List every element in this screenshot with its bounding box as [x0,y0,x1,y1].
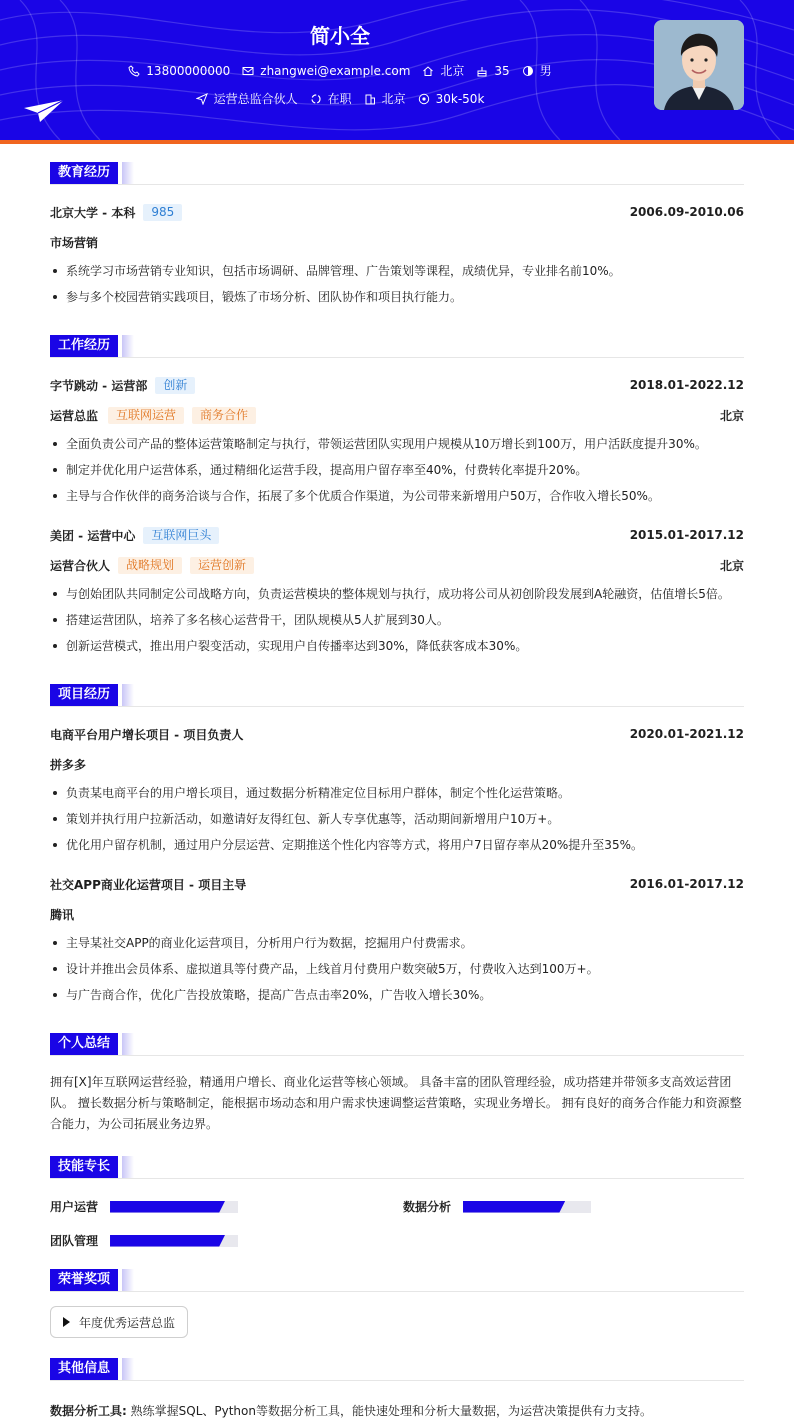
project-org-row [50,905,744,923]
award-item[interactable] [50,1306,188,1338]
money-icon [418,93,430,105]
role-tag: 互联网运营 [108,407,184,424]
position-item [196,90,298,107]
gender-item [522,62,552,79]
project-org-row [50,755,744,773]
list-item: 与创始团队共同制定公司战略方向，负责运营模块的整体规划与执行，成功将公司从初创阶段发展到A轮融资，估值增长5倍。 [50,585,744,611]
list-item: 优化用户留存机制，通过用户分层运营、定期推送个性化内容等方式，将用户7日留存率从20%提升至35%。 [50,836,744,862]
section-title [50,335,744,357]
education-section [50,162,744,304]
role-name: 运营合伙人 [50,558,111,573]
role-tag: 运营创新 [190,557,254,574]
company-name: 字节跳动 - 运营部 [50,378,148,393]
job-row [50,376,744,394]
job-location: 北京 [719,558,744,573]
project-row [50,725,744,743]
section-title [50,162,744,184]
list-item: 创新运营模式，推出用户裂变活动，实现用户自传播率达到30%，降低获客成本30%。 [50,637,744,663]
other-section [50,1358,744,1418]
company-name: 美团 - 运营中心 [50,528,136,543]
job-date: 2015.01-2017.12 [629,528,744,542]
header-accent-bar [0,140,794,144]
resume-header [0,0,794,140]
education-date: 2006.09-2010.06 [629,205,744,219]
list-item: 负责某电商平台的用户增长项目，通过数据分析精准定位目标用户群体，制定个性化运营策略。 [50,784,744,810]
section-title [50,1033,744,1055]
position-text: 运营总监合伙人 [213,92,298,106]
project-date: 2020.01-2021.12 [629,727,744,741]
role-tag: 战略规划 [118,557,182,574]
company-tag: 互联网巨头 [143,527,219,544]
skill-name: 用户运营 [50,1200,99,1214]
list-item: 搭建运营团队，培养了多名核心运营骨干，团队规模从5人扩展到30人。 [50,611,744,637]
awards-section [50,1269,744,1330]
cake-icon [476,65,488,77]
skills-title: 技能专长 [50,1156,118,1178]
work-section [50,335,744,653]
list-item: 策划并执行用户拉新活动，如邀请好友得红包、新人专享优惠等，活动期间新增用户10万+。 [50,810,744,836]
email-icon [242,65,254,77]
other-label: 数据分析工具: [50,1404,127,1418]
section-title [50,1269,744,1291]
target-city-item [364,90,406,107]
section-title [50,684,744,706]
target-city-text: 北京 [381,92,406,106]
section-title [50,1156,744,1178]
city-text: 北京 [440,64,465,78]
job-bullets [50,435,744,513]
send-icon [196,93,208,105]
city-item [422,62,464,79]
contact-row [0,62,680,79]
role-tag: 商务合作 [192,407,256,424]
project-org: 腾讯 [50,907,75,922]
role-row [50,406,744,424]
role-name: 运营总监 [50,408,99,423]
play-icon [63,1317,70,1327]
phone-item [128,64,230,78]
paper-plane-icon [24,100,64,122]
list-item: 全面负责公司产品的整体运营策略制定与执行，带领运营团队实现用户规模从10万增长到100万，用户活跃度提升30%。 [50,435,744,461]
summary-title: 个人总结 [50,1033,118,1055]
status-item [310,90,352,107]
list-item: 与广告商合作，优化广告投放策略，提高广告点击率20%，广告收入增长30%。 [50,986,744,1012]
building-icon [364,93,376,105]
job-row [50,526,744,544]
summary-text: 拥有[X]年互联网运营经验，精通用户增长、商业化运营等核心领域。 具备丰富的团队管理经验，成功搭建并带领多支高效运营团队。 擅长数据分析与策略制定，能根据市场动态和用户需求快速调整运营策略，实现业务增长。 拥有良好的商务合作能力和资源整合能力，为公司拓展业务边界。 [50,1075,742,1131]
project-row [50,875,744,893]
projects-section [50,684,744,1002]
list-item: 制定并优化用户运营体系，通过精细化运营手段，提高用户留存率至40%，付费转化率提升20%。 [50,461,744,487]
projects-title: 项目经历 [50,684,118,706]
email-item [242,64,410,78]
role-row [50,556,744,574]
salary-item [418,92,485,106]
skill-bar [463,1201,591,1213]
major-row [50,233,744,251]
phone-text: 13800000000 [146,63,231,78]
candidate-name: 简小全 [310,24,370,48]
age-item [476,64,509,78]
home-icon [422,65,434,77]
education-row [50,203,744,221]
job-intent-row [0,90,680,107]
age-text: 35 [494,63,510,78]
project-name: 社交APP商业化运营项目 - 项目主导 [50,877,247,892]
school-name: 北京大学 - 本科 [50,205,136,220]
skill-fill [110,1201,225,1213]
status-text: 在职 [327,92,352,106]
skill-item [50,1232,238,1249]
skill-item [403,1198,591,1215]
list-item: 主导与合作伙伴的商务洽谈与合作，拓展了多个优质合作渠道，为公司带来新增用户50万，合作收入增长50%。 [50,487,744,513]
awards-title: 荣誉奖项 [50,1269,118,1291]
skill-fill [463,1201,565,1213]
project-date: 2016.01-2017.12 [629,877,744,891]
list-item: 主导某社交APP的商业化运营项目，分析用户行为数据，挖掘用户付费需求。 [50,934,744,960]
gender-text: 男 [539,64,552,78]
job-date: 2018.01-2022.12 [629,378,744,392]
phone-icon [128,65,140,77]
email-text: zhangwei@example.com [260,63,411,78]
project-name: 电商平台用户增长项目 - 项目负责人 [50,727,244,742]
major-name: 市场营销 [50,235,99,250]
other-text: 熟练掌握SQL、Python等数据分析工具，能快速处理和分析大量数据，为运营决策提供有力支持。 [130,1404,652,1418]
other-title: 其他信息 [50,1358,118,1380]
skill-bar [110,1201,238,1213]
list-item: 设计并推出会员体系、虚拟道具等付费产品，上线首月付费用户数突破5万，付费收入达到100万+。 [50,960,744,986]
project-bullets [50,934,744,1012]
job-bullets [50,585,744,663]
skill-item [50,1198,238,1215]
list-item: 系统学习市场营销专业知识，包括市场调研、品牌管理、广告策划等课程，成绩优异，专业排名前10%。 [50,262,744,288]
skill-bar [110,1235,238,1247]
summary-section [50,1033,744,1131]
other-info-line [50,1402,652,1419]
salary-text: 30k-50k [435,91,485,106]
project-bullets [50,784,744,862]
skill-fill [110,1235,225,1247]
skills-section [50,1156,744,1248]
work-title: 工作经历 [50,335,118,357]
skill-name: 数据分析 [403,1200,452,1214]
gender-icon [522,65,534,77]
sync-icon [310,93,322,105]
project-org: 拼多多 [50,757,87,772]
section-title [50,1358,744,1380]
skill-name: 团队管理 [50,1234,99,1248]
award-name: 年度优秀运营总监 [79,1315,176,1330]
list-item: 参与多个校园营销实践项目，锻炼了市场分析、团队协作和项目执行能力。 [50,288,744,314]
education-bullets [50,262,744,314]
avatar [654,20,744,110]
school-tag: 985 [143,204,182,221]
job-location: 北京 [719,408,744,423]
education-title: 教育经历 [50,162,118,184]
company-tag: 创新 [155,377,195,394]
